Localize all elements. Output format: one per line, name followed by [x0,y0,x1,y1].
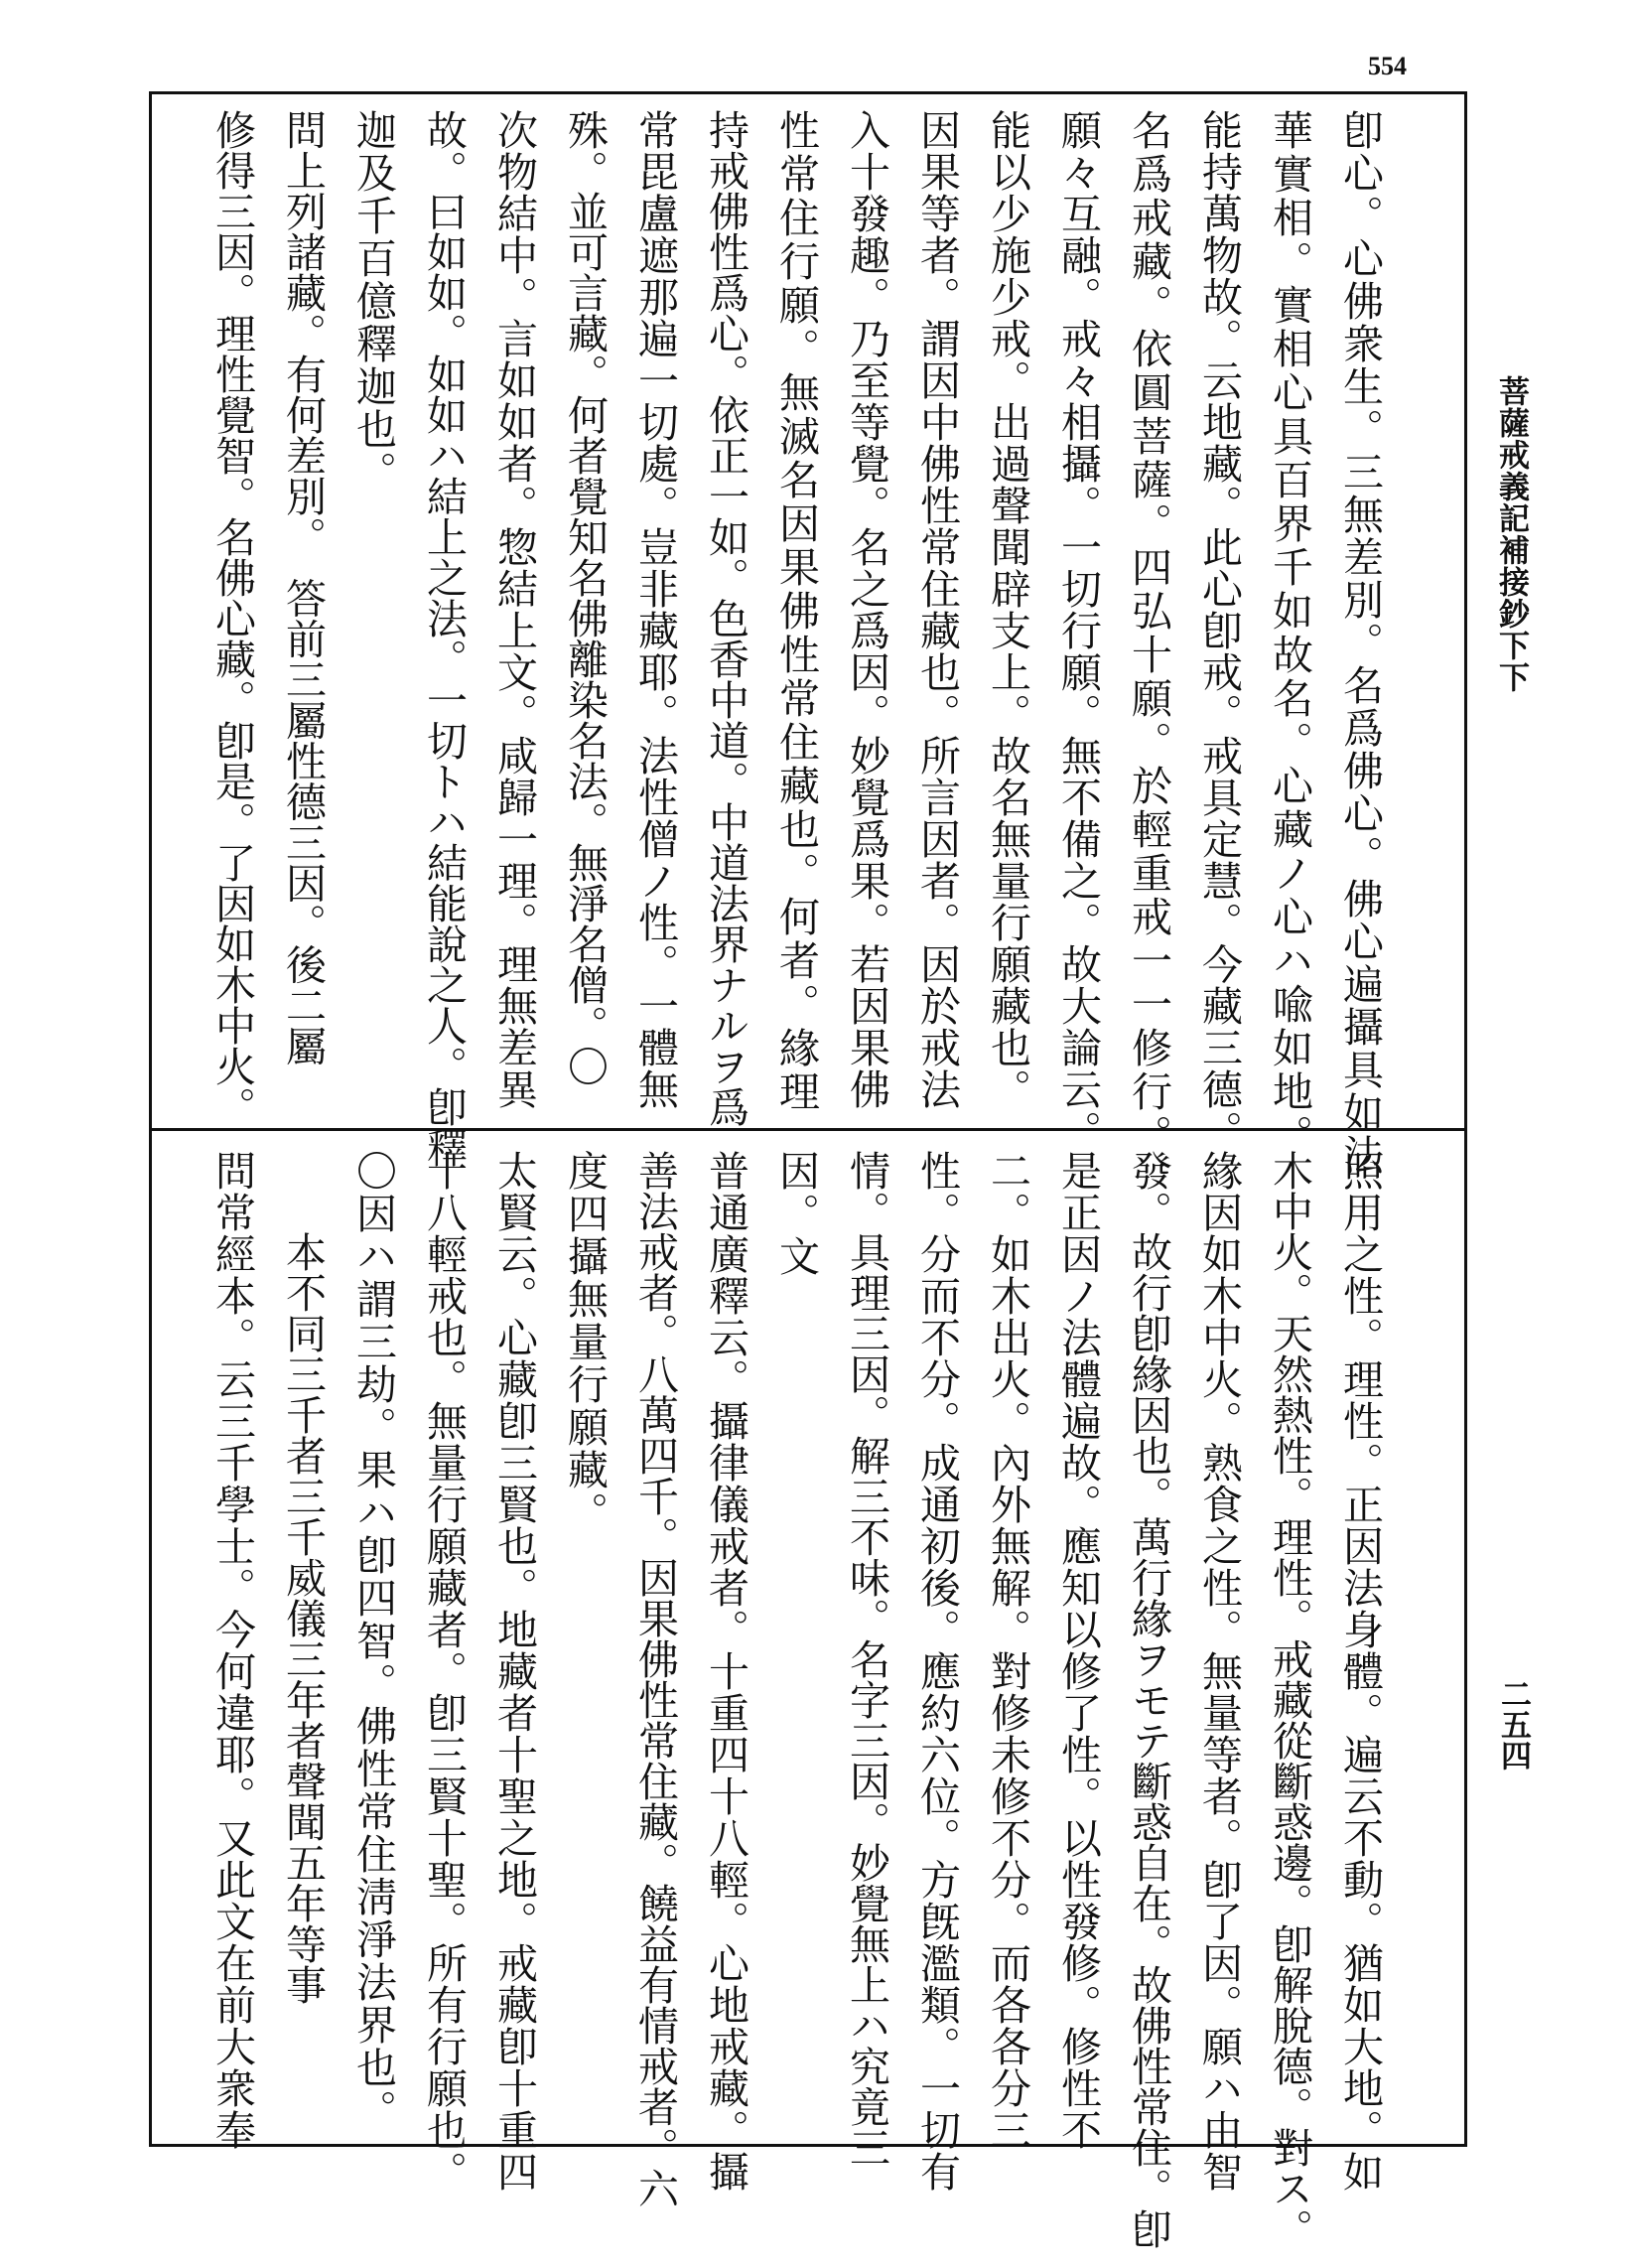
text-column: 緣因如木中火。熟食之性。無量等者。卽了因。願ハ由智 [1195,1150,1243,2193]
text-column: 情。具理三因。解三不味。名字三因。妙覺無上ハ究竟三 [843,1150,890,2168]
text-column: 本不同三千者三千威儀三年者聲聞五年等事 [279,1231,327,2005]
text-column: 次物結中。言如如者。惣結上文。咸歸一理。理無差異 [490,109,538,1110]
text-column: 問常經本。云三千學士。今何違耶。又此文在前大衆奉 [208,1150,256,2151]
text-column: 因。文 [772,1150,820,1278]
text-column: 迦及千百億釋迦也。 [349,109,397,494]
text-column: 度四攝無量行願藏。 [561,1150,609,1534]
text-column: 因果等者。謂因中佛性常住藏也。所言因者。因於戒法 [913,109,961,1110]
text-column: 問上列諸藏。有何差別。 答前三屬性德三因。後二屬 [279,109,327,1066]
text-column: 照用之性。理性。正因法身體。遍云不動。猶如大地。如 [1336,1150,1384,2193]
text-column: 善法戒者。八萬四千。因果佛性常住藏。饒益有情戒者。六 [631,1150,679,2208]
text-column: 性常住行願。無滅名因果佛性常住藏也。何者。緣理 [772,109,820,1114]
text-column: 卽心。心佛衆生。三無差別。名爲佛心。佛心遍攝具如法 [1336,109,1384,1177]
text-column: 是正因ノ法體遍故。應知以修了性。以性發修。修性不 [1054,1150,1102,2151]
text-column: 普通廣釋云。攝律儀戒者。十重四十八輕。心地戒藏。攝 [702,1150,749,2193]
text-column: 木中火。天然熱性。理性。戒藏從斷惑邊。卽解脫德。對ス。 [1266,1150,1313,2249]
text-column: 能以少施少戒。出過聲聞辟支上。故名無量行願藏也。 [984,109,1031,1110]
page-number: 554 [1368,52,1407,80]
text-column: 修得三因。理性覺智。名佛心藏。卽是。了因如木中火。 [208,109,256,1127]
text-column: 名爲戒藏。依圓菩薩。四弘十願。於輕重戒一一修行。 [1125,109,1172,1158]
text-column: 二。如木出火。內外無解。對修未修不分。而各各分三 [984,1150,1031,2151]
text-column: 常毘盧遮那遍一切處。豈非藏耶。法性僧ノ性。一體無 [631,109,679,1110]
text-column: 發。故行卽緣因也。萬行緣ヲモテ斷惑自在。故佛性常住。卽 [1125,1150,1172,2249]
text-column: 華實相。實相心具百界千如故名。心藏ノ心ハ喩如地。 [1266,109,1313,1158]
text-column: 〇因ハ謂三劫。果ハ卽四智。佛性常住淸淨法界也。 [349,1150,397,2132]
text-column: 十八輕戒也。無量行願藏者。卽三賢十聖。所有行願也。 [420,1150,468,2193]
text-column: 願々互融。戒々相攝。一切行願。無不備之。故大論云。 [1054,109,1102,1152]
text-column: 殊。並可言藏。何者覺知名佛離染名法。無淨名僧。〇 [561,109,609,1086]
kanji-page-number: 二五四 [1495,1678,1531,1771]
text-column: 入十發趣。乃至等覺。名之爲因。妙覺爲果。若因果佛 [843,109,890,1110]
text-column: 能持萬物故。云地藏。此心卽戒。戒具定慧。今藏三德。 [1195,109,1243,1152]
text-column: 持戒佛性爲心。依正一如。色香中道。中道法界ナルヲ爲 [702,109,749,1127]
text-column: 太賢云。心藏卽三賢也。地藏者十聖之地。戒藏卽十重四 [490,1150,538,2193]
running-title: 菩薩戒義記補接鈔下下 [1493,375,1529,693]
text-column: 性。分而不分。成通初後。應約六位。方旣濫類。一切有 [913,1150,961,2193]
text-column: 故。曰如如。如如ハ結上之法。一切トハ結能說之人。卽釋 [420,109,468,1168]
